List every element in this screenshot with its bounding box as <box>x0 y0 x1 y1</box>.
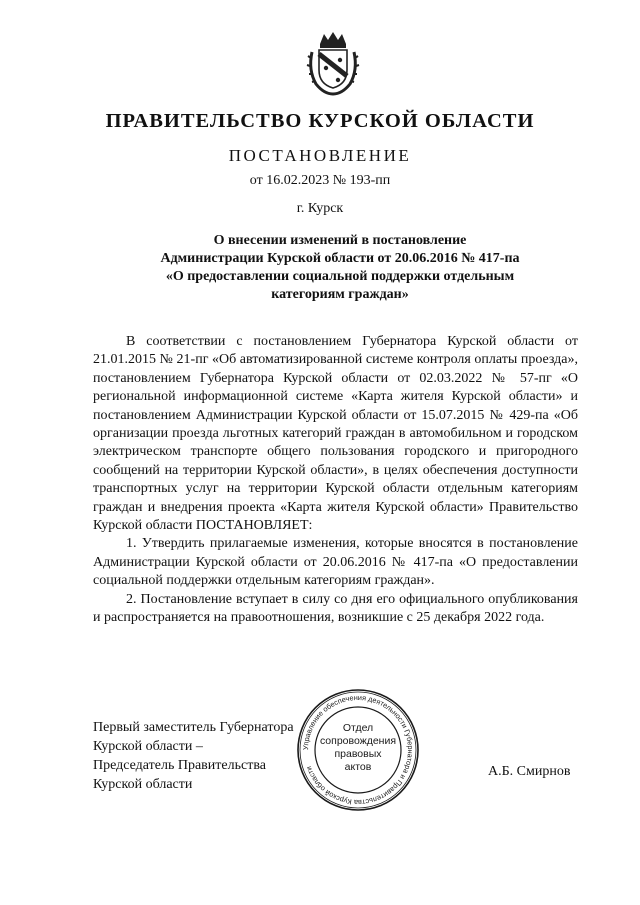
stamp-center-line: Отдел <box>342 722 374 734</box>
subject-line: категориям граждан» <box>271 287 409 302</box>
item-1-paragraph: 1. Утвердить прилагаемые изменения, которые вносятся в постановление Администрации Курской области от 20.06.2016 № 417-па «О предоставлении социальной поддержки отдельным категориям граждан». <box>93 536 578 589</box>
signatory-position <box>93 718 294 794</box>
preamble-paragraph: В соответствии с постановлением Губернатора Курской области от 21.01.2015 № 21-пг «Об автоматизированной системе контроля оплаты проезда», постановлением Губернатора Курской области от 02.03.2022 № 57-пг «О региональной информационной системе «Карта жителя Курской области» и постановлением Администрации Курской области от 15.07.2015 № 429-па «Об организации проезда льготных категорий граждан в автомобильном и городском электрическом транспорте общего пользования городского и пригородного сообщений на территории Курской области», в целях обеспечения доступности транспортных услуг на территории Курской области отдельным категориям граждан и внедрения проекта «Карта жителя Курской области» Правительство Курской области ПОСТАНОВЛЯЕТ: <box>93 334 578 534</box>
stamp-center-line: сопровождения <box>319 735 397 747</box>
signatory-line: Председатель Правительства <box>93 758 266 773</box>
stamp-center-line: правовых <box>334 748 382 760</box>
item-2-paragraph: 2. Постановление вступает в силу со дня его официального опубликования и распространяется на правоотношения, возникшие с 25 декабря 2022 года. <box>93 591 578 626</box>
government-title: ПРАВИТЕЛЬСТВО КУРСКОЙ ОБЛАСТИ <box>105 110 535 132</box>
coat-of-arms-emblem <box>306 30 360 96</box>
official-stamp <box>296 688 420 812</box>
subject-line: Администрации Курской области от 20.06.2016 № 417-па <box>160 251 520 266</box>
stamp-ring-text: Управление обеспечения деятельности Губернатора и Правительства Курской области <box>300 692 416 808</box>
signatory-name: А.Б. Смирнов <box>488 764 571 779</box>
signatory-line: Курской области – <box>93 739 203 754</box>
signatory-line: Первый заместитель Губернатора <box>93 720 294 735</box>
subject-line: О внесении изменений в постановление <box>213 233 467 248</box>
kursk-coat-of-arms-icon <box>306 30 360 96</box>
document-date-number: от 16.02.2023 № 193-пп <box>249 173 391 188</box>
stamp-center-line: актов <box>344 761 372 773</box>
document-subject <box>150 232 530 304</box>
document-body <box>93 333 578 628</box>
document-type: ПОСТАНОВЛЕНИЕ <box>228 146 412 165</box>
signatory-line: Курской области <box>93 777 193 792</box>
document-place: г. Курск <box>296 201 344 216</box>
subject-line: «О предоставлении социальной поддержки отдельным <box>165 269 515 284</box>
stamp-center-text <box>318 722 398 774</box>
